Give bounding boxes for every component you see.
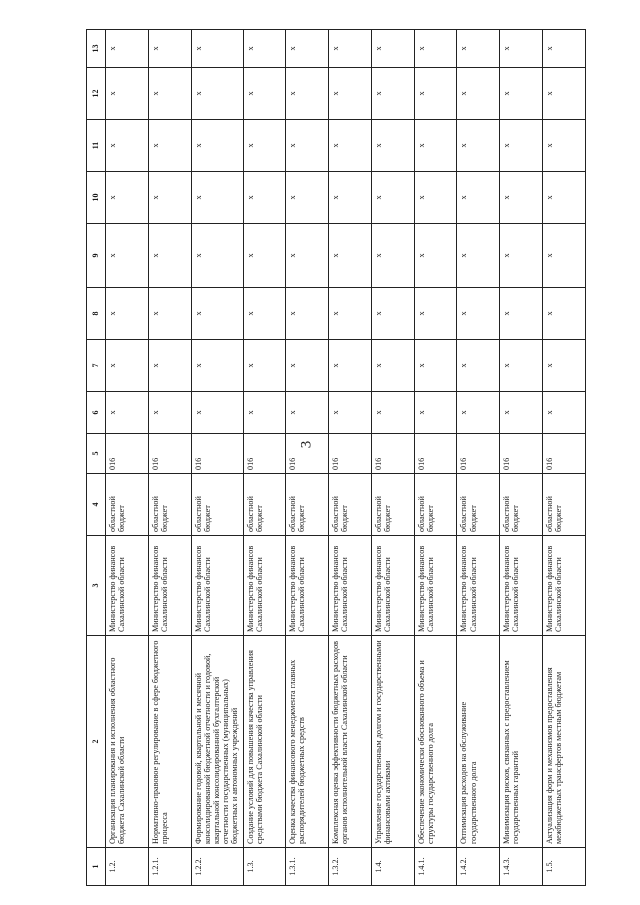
row-funding-source: областной бюджет bbox=[148, 474, 191, 536]
row-value-cell: x bbox=[457, 30, 500, 68]
row-budget-code: 016 bbox=[500, 434, 543, 474]
row-value-cell: x bbox=[148, 120, 191, 172]
row-budget-code: 016 bbox=[286, 434, 329, 474]
row-value-cell: x bbox=[371, 392, 414, 434]
row-value-cell: x bbox=[371, 30, 414, 68]
row-value-cell: x bbox=[414, 68, 457, 120]
row-value-cell: x bbox=[191, 288, 243, 340]
row-funding-source: областной бюджет bbox=[414, 474, 457, 536]
row-budget-code: 016 bbox=[414, 434, 457, 474]
row-value-cell: x bbox=[457, 392, 500, 434]
row-value-cell: x bbox=[191, 392, 243, 434]
row-value-cell: x bbox=[457, 224, 500, 288]
row-value-cell: x bbox=[414, 120, 457, 172]
row-funding-source: областной бюджет bbox=[191, 474, 243, 536]
row-executor: Министерство финансов Сахалинской области bbox=[329, 536, 372, 636]
row-value-cell: x bbox=[500, 288, 543, 340]
row-value-cell: x bbox=[191, 30, 243, 68]
row-executor: Министерство финансов Сахалинской области bbox=[286, 536, 329, 636]
row-value-cell: x bbox=[148, 340, 191, 392]
row-number: 1.3.2. bbox=[329, 848, 372, 886]
row-number: 1.4.2. bbox=[457, 848, 500, 886]
table-body bbox=[106, 30, 586, 886]
row-number: 1.3. bbox=[243, 848, 286, 886]
row-description: Создание условий для повышения качества управления средствами бюджета Сахалинской области bbox=[243, 636, 286, 848]
row-value-cell: x bbox=[371, 120, 414, 172]
column-header: 10 bbox=[87, 172, 106, 224]
column-header: 7 bbox=[87, 340, 106, 392]
row-number: 1.5. bbox=[543, 848, 586, 886]
row-value-cell: x bbox=[191, 68, 243, 120]
row-description: Актуализация форм и механизмов предоставления межбюджетных трансфертов местным бюджетам bbox=[543, 636, 586, 848]
row-funding-source: областной бюджет bbox=[286, 474, 329, 536]
row-value-cell: x bbox=[329, 288, 372, 340]
row-value-cell: x bbox=[243, 172, 286, 224]
row-value-cell: x bbox=[457, 68, 500, 120]
row-value-cell: x bbox=[329, 172, 372, 224]
row-value-cell: x bbox=[500, 120, 543, 172]
row-number: 1.4.3. bbox=[500, 848, 543, 886]
table-row bbox=[500, 30, 543, 886]
table-row bbox=[286, 30, 329, 886]
row-value-cell: x bbox=[148, 172, 191, 224]
column-header: 11 bbox=[87, 120, 106, 172]
row-description: Оптимизация расходов на обслуживание государственного долга bbox=[457, 636, 500, 848]
row-executor: Министерство финансов Сахалинской области bbox=[371, 536, 414, 636]
row-value-cell: x bbox=[148, 392, 191, 434]
row-budget-code: 016 bbox=[457, 434, 500, 474]
row-number: 1.2.2. bbox=[191, 848, 243, 886]
row-description: Минимизация рисков, связанных с предоставлением государственных гарантий bbox=[500, 636, 543, 848]
row-value-cell: x bbox=[457, 288, 500, 340]
row-value-cell: x bbox=[106, 288, 149, 340]
row-value-cell: x bbox=[148, 68, 191, 120]
column-header: 13 bbox=[87, 30, 106, 68]
row-description: Обеспечение экономически обоснованного объема и структуры государственного долга bbox=[414, 636, 457, 848]
row-value-cell: x bbox=[191, 224, 243, 288]
row-value-cell: x bbox=[329, 392, 372, 434]
row-value-cell: x bbox=[329, 340, 372, 392]
row-value-cell: x bbox=[106, 392, 149, 434]
program-table bbox=[86, 29, 586, 886]
row-value-cell: x bbox=[286, 30, 329, 68]
column-header: 1 bbox=[87, 848, 106, 886]
row-value-cell: x bbox=[106, 172, 149, 224]
row-value-cell: x bbox=[500, 30, 543, 68]
row-value-cell: x bbox=[500, 68, 543, 120]
row-number: 1.4. bbox=[371, 848, 414, 886]
row-value-cell: x bbox=[414, 224, 457, 288]
row-value-cell: x bbox=[243, 288, 286, 340]
row-value-cell: x bbox=[243, 224, 286, 288]
row-description: Управление государственным долгом и государственными финансовыми активами bbox=[371, 636, 414, 848]
row-value-cell: x bbox=[329, 68, 372, 120]
row-value-cell: x bbox=[371, 340, 414, 392]
row-description: Организация планирования и исполнения областного бюджета Сахалинской области bbox=[106, 636, 149, 848]
row-value-cell: x bbox=[329, 224, 372, 288]
row-value-cell: x bbox=[500, 224, 543, 288]
row-value-cell: x bbox=[243, 392, 286, 434]
row-value-cell: x bbox=[243, 340, 286, 392]
row-number: 1.4.1. bbox=[414, 848, 457, 886]
row-value-cell: x bbox=[329, 120, 372, 172]
row-funding-source: областной бюджет bbox=[243, 474, 286, 536]
row-number: 1.2.1. bbox=[148, 848, 191, 886]
row-executor: Министерство финансов Сахалинской области bbox=[106, 536, 149, 636]
row-value-cell: x bbox=[457, 340, 500, 392]
row-value-cell: x bbox=[457, 172, 500, 224]
row-value-cell: x bbox=[286, 172, 329, 224]
row-value-cell: x bbox=[414, 340, 457, 392]
row-value-cell: x bbox=[543, 30, 586, 68]
row-description: Нормативно-правовое регулирование в сфере бюджетного процесса bbox=[148, 636, 191, 848]
row-executor: Министерство финансов Сахалинской области bbox=[500, 536, 543, 636]
row-value-cell: x bbox=[243, 68, 286, 120]
row-budget-code: 016 bbox=[543, 434, 586, 474]
row-value-cell: x bbox=[191, 172, 243, 224]
row-funding-source: областной бюджет bbox=[329, 474, 372, 536]
row-value-cell: x bbox=[500, 392, 543, 434]
row-value-cell: x bbox=[106, 30, 149, 68]
row-executor: Министерство финансов Сахалинской области bbox=[543, 536, 586, 636]
row-executor: Министерство финансов Сахалинской области bbox=[191, 536, 243, 636]
row-value-cell: x bbox=[543, 340, 586, 392]
row-value-cell: x bbox=[243, 120, 286, 172]
row-value-cell: x bbox=[414, 172, 457, 224]
rotated-table-container bbox=[86, 30, 586, 886]
row-value-cell: x bbox=[106, 120, 149, 172]
row-value-cell: x bbox=[543, 224, 586, 288]
table-row bbox=[106, 30, 149, 886]
row-value-cell: x bbox=[191, 340, 243, 392]
row-value-cell: x bbox=[371, 172, 414, 224]
table-row bbox=[371, 30, 414, 886]
row-value-cell: x bbox=[543, 68, 586, 120]
row-budget-code: 016 bbox=[148, 434, 191, 474]
row-value-cell: x bbox=[500, 340, 543, 392]
table-row bbox=[148, 30, 191, 886]
row-value-cell: x bbox=[286, 120, 329, 172]
row-value-cell: x bbox=[148, 224, 191, 288]
row-value-cell: x bbox=[106, 68, 149, 120]
row-funding-source: областной бюджет bbox=[106, 474, 149, 536]
row-value-cell: x bbox=[414, 392, 457, 434]
row-value-cell: x bbox=[414, 30, 457, 68]
row-number: 1.3.1. bbox=[286, 848, 329, 886]
row-description: Комплексная оценка эффективности бюджетных расходов органов исполнительной власти Сахалинской области bbox=[329, 636, 372, 848]
row-value-cell: x bbox=[286, 288, 329, 340]
row-value-cell: x bbox=[148, 30, 191, 68]
page-number: 3 bbox=[298, 440, 315, 449]
row-value-cell: x bbox=[243, 30, 286, 68]
row-description: Формирование годовой, квартальной и месячной консолидированной бюджетной отчетности и годовой, квартальной консолидированной бухгалтерской отчетности государственных (муниципальных) бюджетных и автономных учреждений bbox=[191, 636, 243, 848]
row-executor: Министерство финансов Сахалинской области bbox=[457, 536, 500, 636]
row-number: 1.2. bbox=[106, 848, 149, 886]
row-budget-code: 016 bbox=[243, 434, 286, 474]
column-header: 3 bbox=[87, 536, 106, 636]
column-header: 5 bbox=[87, 434, 106, 474]
row-value-cell: x bbox=[286, 392, 329, 434]
row-value-cell: x bbox=[286, 68, 329, 120]
row-funding-source: областной бюджет bbox=[371, 474, 414, 536]
row-funding-source: областной бюджет bbox=[500, 474, 543, 536]
row-value-cell: x bbox=[286, 224, 329, 288]
row-value-cell: x bbox=[371, 224, 414, 288]
row-value-cell: x bbox=[371, 68, 414, 120]
row-value-cell: x bbox=[543, 172, 586, 224]
row-executor: Министерство финансов Сахалинской области bbox=[243, 536, 286, 636]
header-row bbox=[87, 30, 106, 886]
row-executor: Министерство финансов Сахалинской области bbox=[148, 536, 191, 636]
row-value-cell: x bbox=[543, 288, 586, 340]
row-funding-source: областной бюджет bbox=[543, 474, 586, 536]
table-row bbox=[414, 30, 457, 886]
row-value-cell: x bbox=[457, 120, 500, 172]
table-row bbox=[457, 30, 500, 886]
table-row bbox=[329, 30, 372, 886]
row-value-cell: x bbox=[414, 288, 457, 340]
row-executor: Министерство финансов Сахалинской области bbox=[414, 536, 457, 636]
row-description: Оценка качества финансового менеджмента главных распорядителей бюджетных средств bbox=[286, 636, 329, 848]
column-header: 8 bbox=[87, 288, 106, 340]
row-budget-code: 016 bbox=[371, 434, 414, 474]
row-budget-code: 016 bbox=[106, 434, 149, 474]
column-header: 12 bbox=[87, 68, 106, 120]
row-value-cell: x bbox=[106, 340, 149, 392]
row-value-cell: x bbox=[106, 224, 149, 288]
table-row bbox=[543, 30, 586, 886]
row-value-cell: x bbox=[500, 172, 543, 224]
row-value-cell: x bbox=[543, 392, 586, 434]
column-header: 9 bbox=[87, 224, 106, 288]
row-value-cell: x bbox=[148, 288, 191, 340]
row-value-cell: x bbox=[371, 288, 414, 340]
row-budget-code: 016 bbox=[191, 434, 243, 474]
row-value-cell: x bbox=[191, 120, 243, 172]
table-row bbox=[243, 30, 286, 886]
column-header: 4 bbox=[87, 474, 106, 536]
table-row bbox=[191, 30, 243, 886]
row-value-cell: x bbox=[286, 340, 329, 392]
row-value-cell: x bbox=[329, 30, 372, 68]
row-funding-source: областной бюджет bbox=[457, 474, 500, 536]
column-header: 6 bbox=[87, 392, 106, 434]
column-header: 2 bbox=[87, 636, 106, 848]
row-budget-code: 016 bbox=[329, 434, 372, 474]
row-value-cell: x bbox=[543, 120, 586, 172]
